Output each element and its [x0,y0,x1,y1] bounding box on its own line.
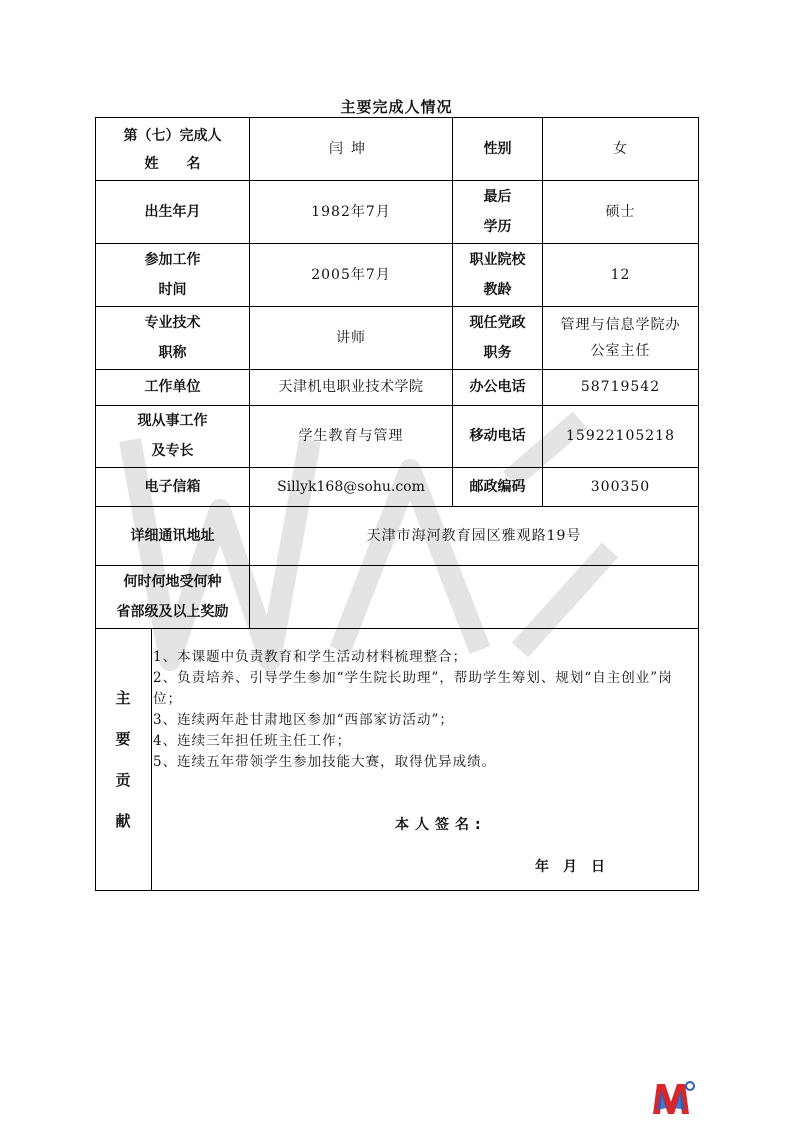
name-label-line1: 第（七）完成人 [123,127,222,144]
contribution-item: 5、连续五年带领学生参加技能大赛，取得优异成绩。 [153,754,497,770]
mobile-label-cell [453,405,542,467]
postcode-value: 300350 [590,478,651,495]
position-value-cell [543,306,698,369]
mobile-label: 移动电话 [469,428,526,444]
email-label: 电子信箱 [144,478,201,495]
work-start-value: 2005年7月 [311,266,391,283]
gender-value-cell [543,117,698,180]
signature-date: 年 月 日 [535,859,605,875]
contribution-item: 2、负责培养、引导学生参加“学生院长助理”，帮助学生筹划、规划“自主创业”岗位； [153,670,673,707]
employer-label-cell [95,369,250,405]
contribution-item: 4、连续三年担任班主任工作； [153,733,352,749]
office-phone-value: 58719542 [580,379,661,395]
office-phone-label-cell [453,369,542,405]
teaching-years-label-line1: 职业院校 [469,251,526,268]
address-label: 详细通讯地址 [130,527,215,544]
work-start-label-line1: 参加工作 [144,251,201,268]
position-label-line2: 职务 [483,344,512,361]
contributions-list [153,647,693,773]
current-work-label-cell [95,405,250,467]
office-phone-label: 办公电话 [469,379,526,395]
tech-title-value: 讲师 [336,329,366,346]
contribution-item: 3、连续两年赴甘肃地区参加“西部家访活动”； [153,712,454,728]
awards-label-line1: 何时何地受何种 [123,573,222,590]
education-value: 硕士 [605,203,636,220]
tech-title-value-cell [250,306,452,369]
employer-value: 天津机电职业技术学院 [278,379,424,395]
birth-label: 出生年月 [144,203,201,220]
position-value-line2: 公室主任 [590,342,651,359]
gender-label-cell [453,117,542,180]
tech-title-label-cell [95,306,250,369]
education-label-cell [453,180,542,243]
postcode-label-cell [453,467,542,506]
contributions-label-char: 贡 [115,770,131,789]
teaching-years-label-cell [453,243,542,306]
contribution-item: 1、本课题中负责教育和学生活动材料梳理整合； [153,649,468,665]
awards-value-cell [250,565,698,628]
current-work-value: 学生教育与管理 [298,428,404,444]
contributions-label-char: 献 [115,811,131,830]
awards-label-cell [95,565,250,628]
mobile-value: 15922105218 [566,428,675,444]
publisher-logo [651,1080,695,1116]
address-value-cell [250,506,698,565]
awards-label-line2: 省部级及以上奖励 [116,603,229,620]
teaching-years-value: 12 [610,266,631,283]
birth-value: 1982年7月 [311,203,391,220]
contributions-label-char: 要 [115,729,131,748]
name-value-cell [250,117,452,180]
current-work-value-cell [250,405,452,467]
education-label-line1: 最后 [483,188,512,205]
current-work-label-line1: 现从事工作 [137,413,208,429]
signature-label: 本人签名: [395,817,487,833]
work-start-label-cell [95,243,250,306]
employer-value-cell [250,369,452,405]
office-phone-value-cell [543,369,698,405]
email-value: Sillyk168@sohu.com [277,478,425,495]
teaching-years-value-cell [543,243,698,306]
postcode-label: 邮政编码 [469,478,526,495]
work-start-value-cell [250,243,452,306]
current-work-label-line2: 及专长 [151,443,194,459]
position-label-line1: 现任党政 [469,314,526,331]
name-label-line2: 姓 名 [144,155,201,172]
gender-label: 性别 [483,140,512,157]
gender-value: 女 [613,140,628,157]
employer-label: 工作单位 [144,379,201,395]
position-value-line1: 管理与信息学院办 [560,316,681,333]
email-label-cell [95,467,250,506]
education-value-cell [543,180,698,243]
teaching-years-label-line2: 教龄 [483,281,512,298]
name-value: 闫坤 [329,140,373,157]
page-title: 主要完成人情况 [340,98,453,116]
contributions-label [95,628,151,891]
email-value-cell [250,467,452,506]
position-label-cell [453,306,542,369]
address-label-cell [95,506,250,565]
tech-title-label-line1: 专业技术 [144,314,201,331]
postcode-value-cell [543,467,698,506]
birth-value-cell [250,180,452,243]
info-form-table [95,117,699,891]
work-start-label-line2: 时间 [158,281,187,298]
education-label-line2: 学历 [483,218,512,235]
address-value: 天津市海河教育园区雅观路19号 [366,527,582,544]
birth-label-cell [95,180,250,243]
mobile-value-cell [543,405,698,467]
name-label-cell [95,117,250,180]
contributions-label-char: 主 [115,688,131,707]
tech-title-label-line2: 职称 [158,344,187,361]
